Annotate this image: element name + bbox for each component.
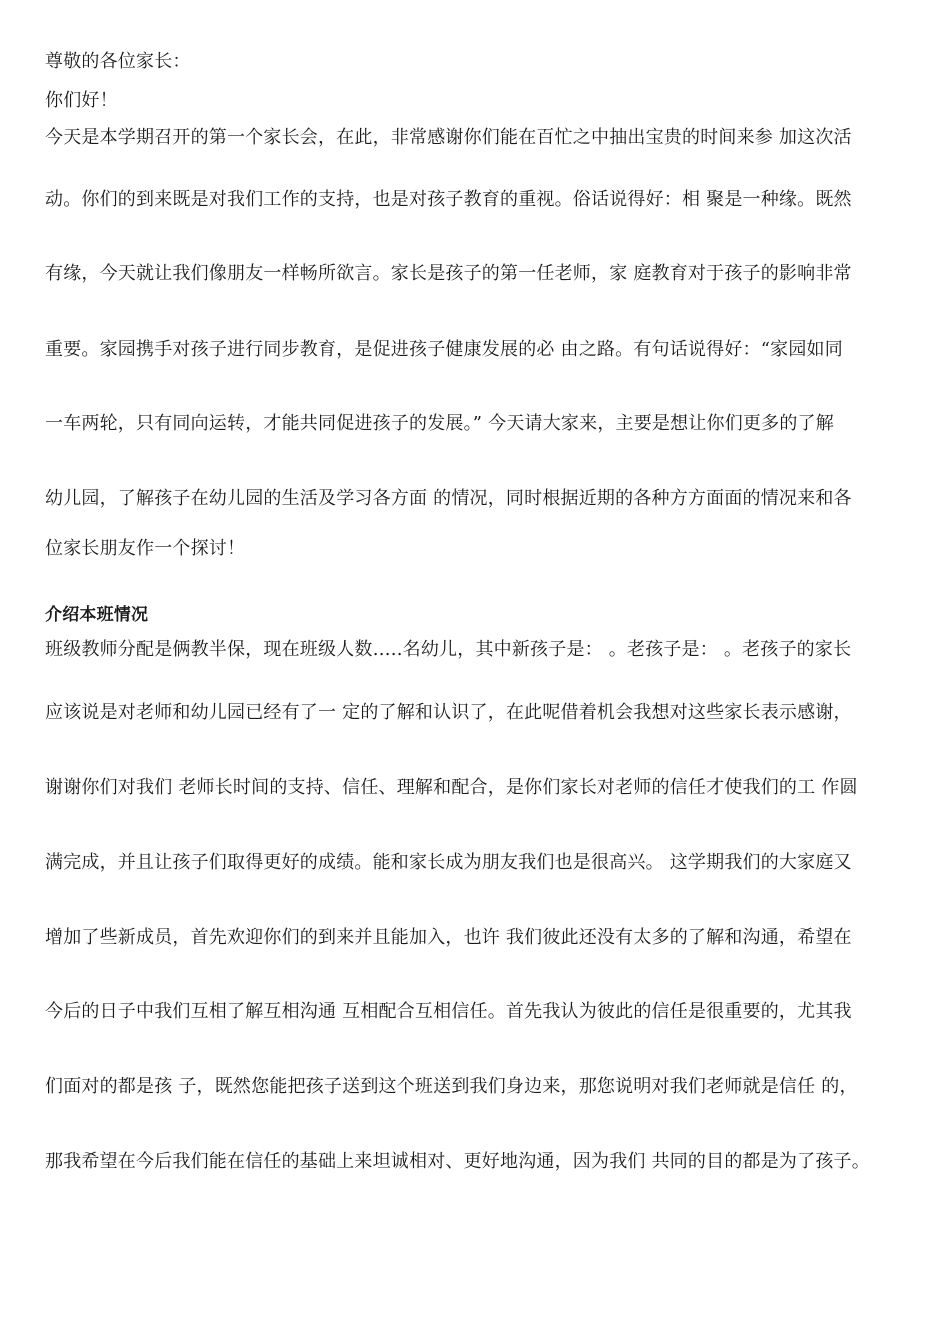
hello-line: 你们好！ <box>45 90 118 111</box>
class-line: 应该说是对老师和幼儿园已经有了一 定的了解和认识了，在此呢借着机会我想对这些家长表示感谢， <box>45 702 852 723</box>
class-line: 满完成，并且让孩子们取得更好的成绩。能和家长成为朋友我们也是很高兴。 这学期我们的大家庭又 <box>45 852 852 873</box>
class-line: 那我希望在今后我们能在信任的基础上来坦诚相对、更好地沟通，因为我们 共同的目的都是为了孩子。 <box>45 1151 870 1172</box>
intro-line: 重要。家园携手对孩子进行同步教育，是促进孩子健康发展的必 由之路。有句话说得好：“家园如同 <box>45 339 843 360</box>
intro-line: 一车两轮，只有同向运转，才能共同促进孩子的发展。” 今天请大家来，主要是想让你们更多的了解 <box>45 413 834 434</box>
section-heading: 介绍本班情况 <box>45 605 149 625</box>
intro-line: 位家长朋友作一个探讨！ <box>45 538 246 559</box>
greeting-line: 尊敬的各位家长： <box>45 51 191 72</box>
class-line: 谢谢你们对我们 老师长时间的支持、信任、理解和配合，是你们家长对老师的信任才使我们的工 作圆 <box>45 777 858 798</box>
intro-line: 今天是本学期召开的第一个家长会，在此，非常感谢你们能在百忙之中抽出宝贵的时间来参 加这次活 <box>45 127 852 148</box>
intro-line: 动。你们的到来既是对我们工作的支持，也是对孩子教育的重视。俗话说得好：相 聚是一种缘。既然 <box>45 189 852 210</box>
class-line: 们面对的都是孩 子，既然您能把孩子送到这个班送到我们身边来，那您说明对我们老师就是信任 的， <box>45 1076 858 1097</box>
intro-line: 有缘，今天就让我们像朋友一样畅所欲言。家长是孩子的第一任老师，家 庭教育对于孩子的影响非常 <box>45 263 852 284</box>
class-line: 班级教师分配是俩教半保，现在班级人数…..名幼儿，其中新孩子是： 。老孩子是： 。老孩子的家长 <box>45 639 852 660</box>
intro-line: 幼儿园，了解孩子在幼儿园的生活及学习各方面 的情况，同时根据近期的各种方方面面的情况来和各 <box>45 488 852 509</box>
class-line: 今后的日子中我们互相了解互相沟通 互相配合互相信任。首先我认为彼此的信任是很重要的，尤其我 <box>45 1001 852 1022</box>
class-line: 增加了些新成员，首先欢迎你们的到来并且能加入，也许 我们彼此还没有太多的了解和沟通，希望在 <box>45 927 852 948</box>
